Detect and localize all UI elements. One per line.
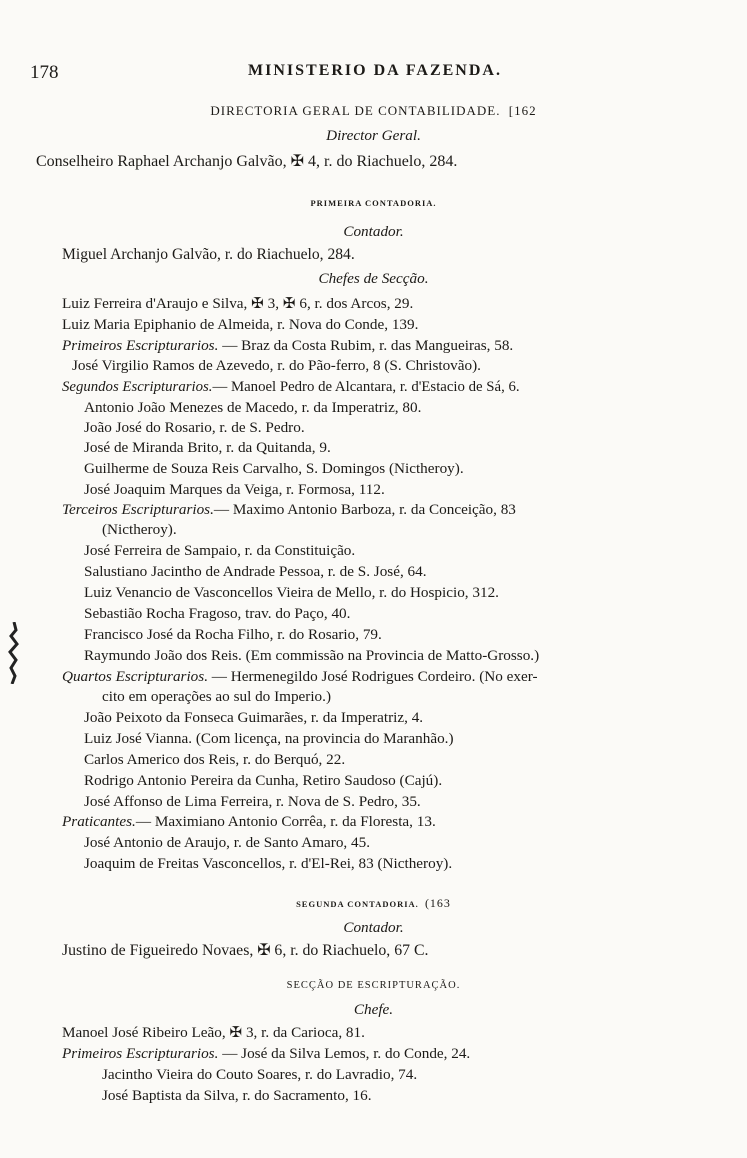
director-line: Conselheiro Raphael Archanjo Galvão, ✠ 4, r. do Riachuelo, 284. <box>36 153 458 170</box>
running-title: MINISTERIO DA FAZENDA. <box>248 62 502 79</box>
role-label: Quartos Escripturarios. <box>62 668 208 685</box>
first-contador-line: Miguel Archanjo Galvão, r. do Riachuelo, 284. <box>62 246 355 263</box>
role-label: Terceiros Escripturarios. <box>62 501 214 518</box>
running-header <box>30 62 720 86</box>
section-title-line <box>0 102 747 120</box>
second-contador-heading: Contador. <box>343 919 404 936</box>
list-item-labelled: Quartos Escripturarios. — Hermenegildo José Rodrigues Cordeiro. (No exer- <box>62 668 538 685</box>
list-item: Antonio João Menezes de Macedo, r. da Imperatriz, 80. <box>84 399 422 416</box>
chefe-heading: Chefe. <box>353 1001 394 1018</box>
list-item: Sebastião Rocha Fragoso, trav. do Paço, 40. <box>84 605 351 622</box>
first-contador-heading: Contador. <box>343 223 404 240</box>
director-heading: Director Geral. <box>326 127 421 144</box>
list-item: (Nictheroy). <box>102 521 177 538</box>
list-item: Francisco José da Rocha Filho, r. do Rosario, 79. <box>84 626 382 643</box>
list-item: Carlos Americo dos Reis, r. do Berquó, 22. <box>84 751 346 768</box>
list-item-labelled: Primeiros Escripturarios. — José da Silva Lemos, r. do Conde, 24. <box>62 1045 471 1062</box>
escripturacao-heading: SECÇÃO DE ESCRIPTURAÇÃO. <box>286 980 461 991</box>
list-item: Guilherme de Souza Reis Carvalho, S. Domingos (Nictheroy). <box>84 460 464 477</box>
list-item: Luiz Venancio de Vasconcellos Vieira de Mello, r. do Hospicio, 312. <box>84 584 499 601</box>
chefe-line: Manoel José Ribeiro Leão, ✠ 3, r. da Carioca, 81. <box>62 1024 365 1041</box>
role-label: Primeiros Escripturarios. <box>62 1045 219 1062</box>
second-contador-line: Justino de Figueiredo Novaes, ✠ 6, r. do Riachuelo, 67 C. <box>62 942 429 959</box>
list-item-labelled: Praticantes.— Maximiano Antonio Corrêa, r. da Floresta, 13. <box>62 813 436 830</box>
section-ref: [162 <box>508 103 537 118</box>
second-board-heading: SEGUNDA CONTADORIA. <box>296 899 419 909</box>
list-item: José Ferreira de Sampaio, r. da Constituição. <box>84 542 356 559</box>
list-item: Luiz José Vianna. (Com licença, na provincia do Maranhão.) <box>84 730 454 747</box>
list-item-labelled: Segundos Escripturarios.— Manoel Pedro de Alcantara, r. d'Estacio de Sá, 6. <box>62 379 520 395</box>
list-item-labelled: Terceiros Escripturarios.— Maximo Antonio Barboza, r. da Conceição, 83 <box>62 501 516 518</box>
chefes-heading: Chefes de Secção. <box>318 270 429 287</box>
list-item: Salustiano Jacintho de Andrade Pessoa, r. de S. José, 64. <box>84 563 427 580</box>
list-item: Raymundo João dos Reis. (Em commissão na Provincia de Matto-Grosso.) <box>84 647 540 664</box>
list-item: cito em operações ao sul do Imperio.) <box>102 688 331 705</box>
margin-ink-mark <box>6 622 20 684</box>
first-board-heading: PRIMEIRA CONTADORIA. <box>310 198 437 208</box>
page-number: 178 <box>30 62 59 83</box>
list-item: José Antonio de Araujo, r. de Santo Amaro, 45. <box>84 834 371 851</box>
list-item: João Peixoto da Fonseca Guimarães, r. da Imperatriz, 4. <box>84 709 424 726</box>
list-item: Rodrigo Antonio Pereira da Cunha, Retiro Saudoso (Cajú). <box>84 772 443 789</box>
section-title: DIRECTORIA GERAL DE CONTABILIDADE. <box>210 103 501 118</box>
list-item: Luiz Ferreira d'Araujo e Silva, ✠ 3, ✠ 6, r. dos Arcos, 29. <box>62 295 414 312</box>
list-item: Joaquim de Freitas Vasconcellos, r. d'El-Rei, 83 (Nictheroy). <box>84 855 453 872</box>
list-item-labelled: Primeiros Escripturarios. — Braz da Costa Rubim, r. das Mangueiras, 58. <box>62 337 514 354</box>
list-item: José Affonso de Lima Ferreira, r. Nova de S. Pedro, 35. <box>84 793 421 810</box>
list-item: João José do Rosario, r. de S. Pedro. <box>84 419 305 436</box>
list-item: José de Miranda Brito, r. da Quitanda, 9. <box>84 439 331 456</box>
second-board-heading-line <box>0 894 747 913</box>
second-board-ref: (163 <box>424 896 451 910</box>
role-label: Segundos Escripturarios. <box>62 379 213 395</box>
list-item: Jacintho Vieira do Couto Soares, r. do Lavradio, 74. <box>102 1066 418 1083</box>
role-label: Praticantes. <box>62 813 136 830</box>
list-item: José Virgilio Ramos de Azevedo, r. do Pão-ferro, 8 (S. Christovão). <box>72 357 481 374</box>
role-label: Primeiros Escripturarios. <box>62 337 219 354</box>
list-item: José Baptista da Silva, r. do Sacramento, 16. <box>102 1087 372 1104</box>
list-item: José Joaquim Marques da Veiga, r. Formosa, 112. <box>84 481 385 498</box>
list-item: Luiz Maria Epiphanio de Almeida, r. Nova do Conde, 139. <box>62 316 419 333</box>
